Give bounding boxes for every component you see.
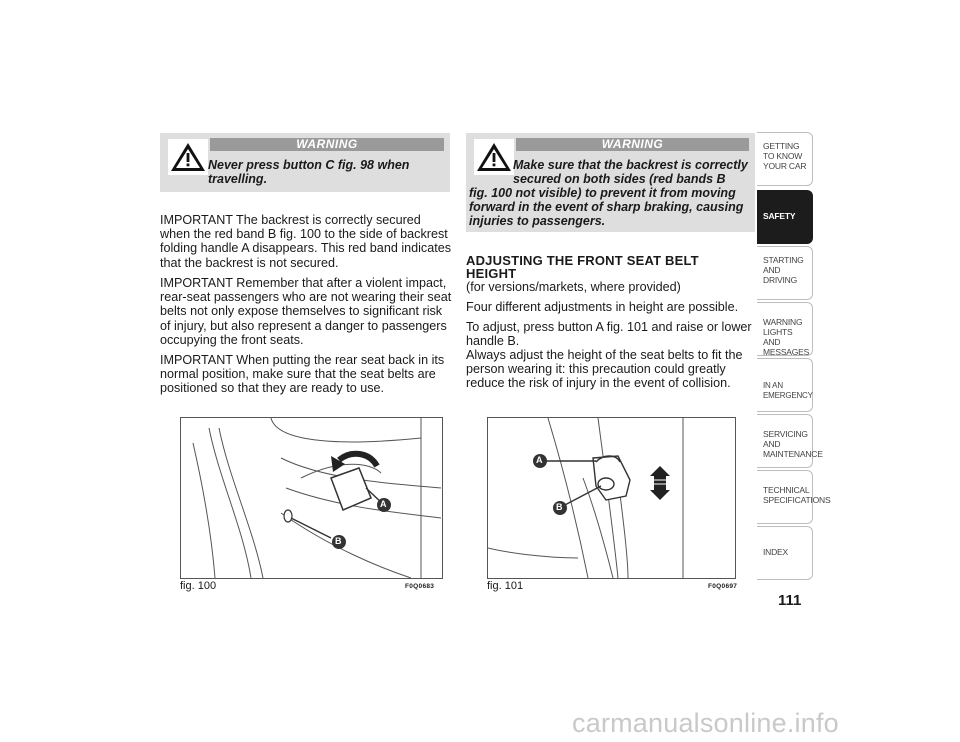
tab-starting-and-driving[interactable] bbox=[757, 246, 813, 300]
figure-101-callouts bbox=[488, 418, 735, 578]
tab-label: SAFETY bbox=[763, 211, 796, 221]
figure-100-code: F0Q0683 bbox=[405, 583, 435, 590]
figure-101-code: F0Q0697 bbox=[708, 583, 738, 590]
important-paragraph-1: IMPORTANT The backrest is correctly secured when the red band B fig. 100 to the side of backrest folding handle A disappears. This red band indicates that the backrest is not secured. bbox=[160, 213, 452, 270]
warning-text-line3: fig. 100 not visible) to prevent it from moving bbox=[469, 186, 736, 200]
section-heading-line1: ADJUSTING THE FRONT SEAT BELT bbox=[466, 253, 699, 268]
callout-label-a: A bbox=[380, 499, 387, 509]
page-number: 111 bbox=[778, 592, 802, 609]
tab-warning-lights-and-messages[interactable] bbox=[757, 302, 813, 356]
tab-technical-specifications[interactable] bbox=[757, 470, 831, 524]
watermark: carmanualsonline.info bbox=[572, 708, 839, 738]
figure-101-image bbox=[487, 417, 736, 579]
warning-text-line4: forward in the event of sharp braking, causing bbox=[469, 200, 744, 214]
adjust-paragraph-3: Always adjust the height of the seat belts to fit the person wearing it: this precaution could greatly reduce the risk of injury in the event of collision. bbox=[466, 348, 743, 391]
tab-label: GETTING TO KNOW YOUR CAR bbox=[763, 141, 807, 171]
warning-triangle-icon bbox=[168, 139, 208, 175]
tab-servicing-and-maintenance[interactable] bbox=[757, 414, 823, 468]
tab-label: INDEX bbox=[763, 547, 788, 557]
callout-label-a: A bbox=[536, 455, 543, 465]
warning-box-right bbox=[466, 133, 755, 232]
important-paragraph-2: IMPORTANT Remember that after a violent impact, rear-seat passengers who are not wearing their seat belts not only expose themselves to significant risk of injury, but also represent a danger to passengers occupying the front seats. bbox=[160, 276, 452, 347]
warning-title: WARNING bbox=[210, 138, 444, 151]
warning-text-line2: secured on both sides (red bands B bbox=[513, 172, 726, 186]
tab-label: SERVICING AND MAINTENANCE bbox=[763, 429, 823, 459]
warning-text: Never press button C fig. 98 when travelling. bbox=[208, 158, 410, 186]
warning-box-left bbox=[160, 133, 450, 192]
warning-text-line1: Make sure that the backrest is correctly bbox=[513, 158, 748, 172]
figure-100-callouts bbox=[181, 418, 442, 578]
tab-index[interactable] bbox=[757, 526, 813, 580]
tab-label: STARTING AND DRIVING bbox=[763, 255, 804, 285]
important-paragraph-3: IMPORTANT When putting the rear seat back in its normal position, make sure that the seat belts are positioned so that they are ready to use. bbox=[160, 353, 445, 396]
tab-safety[interactable] bbox=[757, 190, 813, 244]
adjust-paragraph-2: To adjust, press button A fig. 101 and raise or lower handle B. bbox=[466, 320, 752, 349]
section-heading-line2: HEIGHT bbox=[466, 266, 517, 281]
tab-getting-to-know-your-car[interactable] bbox=[757, 132, 813, 186]
figure-101-caption: fig. 101 bbox=[487, 580, 524, 592]
figure-100-image bbox=[180, 417, 443, 579]
tab-label: TECHNICAL SPECIFICATIONS bbox=[763, 485, 831, 505]
callout-label-b: B bbox=[335, 536, 342, 546]
callout-label-b: B bbox=[556, 502, 563, 512]
tab-label: IN AN EMERGENCY bbox=[763, 381, 813, 400]
figure-100-caption: fig. 100 bbox=[180, 580, 217, 592]
tab-label: WARNING LIGHTS AND MESSAGES bbox=[763, 317, 810, 357]
warning-title: WARNING bbox=[516, 138, 749, 151]
section-subtitle: (for versions/markets, where provided) bbox=[466, 280, 681, 294]
tab-in-an-emergency[interactable] bbox=[757, 358, 813, 412]
adjust-paragraph-1: Four different adjustments in height are possible. bbox=[466, 300, 739, 314]
warning-triangle-icon bbox=[474, 139, 514, 175]
warning-text-line5: injuries to passengers. bbox=[469, 214, 606, 228]
